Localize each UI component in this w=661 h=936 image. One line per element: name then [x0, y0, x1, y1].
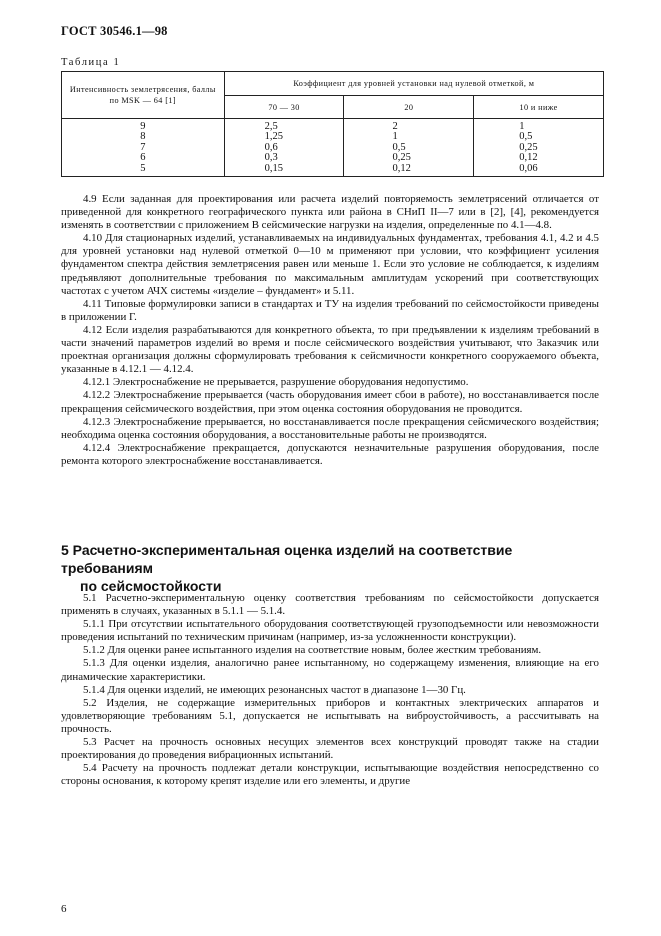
- paragraph-4-12-3: 4.12.3 Электроснабжение прерывается, но восстанавливается после прекращения сейсмического воздействия; необходима оценка состояния оборудования, а восстановительные работы не производятся.: [61, 415, 599, 441]
- paragraph-5-1-2: 5.1.2 Для оценки ранее испытанного изделия на соответствие новым, более жестким требованиям.: [83, 644, 542, 657]
- table-cell: 8: [140, 131, 146, 143]
- table-cell: 7: [140, 141, 146, 153]
- table-cell: 0,25: [519, 141, 538, 153]
- table-cell: 0,5: [392, 141, 406, 153]
- table-subheader-70-30: 70 — 30: [224, 96, 344, 119]
- table-column-70-30: [224, 119, 344, 177]
- paragraph-5-1-1: 5.1.1 При отсутствии испытательного оборудования соответствующей грузоподъемности или невозможности проведения испытаний по техническим причинам (например, из-за усложненности конструкции).: [61, 618, 599, 644]
- table-column-10: [474, 119, 604, 177]
- paragraph-4-12-4: 4.12.4 Электроснабжение прекращается, допускаются незначительные разрушения оборудования, после ремонта которого электроснабжение восстанавливается.: [61, 441, 599, 467]
- seismic-coefficient-table: [61, 71, 604, 177]
- paragraph-4-12-2: 4.12.2 Электроснабжение прерывается (часть оборудования имеет сбои в работе), но восстанавливается после прекращения сейсмического воздействия, при этом оценка состояния оборудования не проводится.: [61, 389, 599, 415]
- table-cell: 0,5: [519, 131, 533, 143]
- table-header-intensity: Интенсивность землетрясения, баллы по MSK — 64 [1]: [62, 72, 225, 119]
- table-cell: 0,25: [392, 152, 411, 164]
- section-heading-line2: по сейсмостойкости: [80, 578, 222, 594]
- table-cell: 0,12: [519, 152, 538, 164]
- table-header-coefficient: Коэффициент для уровней установки над нулевой отметкой, м: [224, 72, 603, 96]
- table-cell: 5: [140, 162, 146, 174]
- table-subheader-10: 10 и ниже: [474, 96, 604, 119]
- paragraph-4-12: 4.12 Если изделия разрабатываются для конкретного объекта, то при предъявлении к изделиям требований в части значений параметров изделий во время и после сейсмического воздействия учитывают, что Заказчик или проектная организация должны сформулировать требования к сейсмичности конкретного сооружаемого объекта, указанные в 4.12.1 — 4.12.4.: [61, 323, 599, 376]
- paragraph-5-1-3: 5.1.3 Для оценки изделия, аналогично ранее испытанному, но содержащему изменения, влияющие на его динамические характеристики.: [61, 657, 599, 683]
- table-column-intensity: [62, 119, 225, 177]
- table-cell: 2,5: [264, 121, 278, 132]
- paragraph-5-2: 5.2 Изделия, не содержащие измерительных приборов и контактных электрических аппаратов и удовлетворяющие требованиям 5.1, допускается не испытывать на виброустойчивость, а рассчитывать на прочность.: [61, 696, 599, 735]
- table-cell: 9: [140, 121, 146, 132]
- paragraph-4-9: 4.9 Если заданная для проектирования или расчета изделий повторяемость землетрясений отличается от приведенной для конкретного географического пункта или района в СНиП II—7 или в [2], [4], рекомендуется изменять в соответствии с приложением В сейсмические нагрузки на изделия, определенные по 4.1—4.8.: [61, 193, 599, 232]
- table-cell: 0,3: [264, 152, 278, 164]
- paragraph-5-1-4: 5.1.4 Для оценки изделий, не имеющих резонансных частот в диапазоне 1—30 Гц.: [83, 683, 466, 696]
- paragraph-5-1: 5.1 Расчетно-экспериментальную оценку соответствия требованиям по сейсмостойкости допускается применять в случаях, указанных в 5.1.1 — 5.1.4.: [61, 592, 599, 618]
- section-5-heading: [61, 541, 601, 595]
- paragraph-4-10: 4.10 Для стационарных изделий, устанавливаемых на индивидуальных фундаментах, требования 4.1, 4.2 и 4.5 для уровней установки над нулевой отметкой 0—10 м применяют при условии, что коэффициент усиления фундаментом спектра действия землетрясения равен или меньше 1. Если это условие не соблюдается, к изделиям предъявляют дополнительные требования по максимальным амплитудам ускорений при соответствующих частотах с учетом АЧХ системы «изделие – фундамент» и 5.11.: [61, 232, 599, 297]
- table-caption: Таблица 1: [61, 57, 121, 68]
- table-column-20: [344, 119, 474, 177]
- body-text-top: [61, 193, 599, 468]
- section-heading-line1: 5 Расчетно-экспериментальная оценка изделий на соответствие требованиям: [61, 542, 513, 576]
- body-text-bottom: [61, 592, 599, 788]
- table-cell: 0,6: [264, 141, 278, 153]
- table-subheader-20: 20: [344, 96, 474, 119]
- paragraph-5-4: 5.4 Расчету на прочность подлежат детали конструкции, испытывающие воздействия непосредственно со стороны основания, к которому крепят изделие или его элементы, и другие: [61, 762, 599, 788]
- paragraph-4-11: 4.11 Типовые формулировки записи в стандартах и ТУ на изделия требований по сейсмостойкости приведены в приложении Г.: [61, 297, 599, 323]
- document-header: ГОСТ 30546.1—98: [61, 24, 168, 38]
- table-cell: 1: [519, 121, 525, 132]
- table-cell: 0,06: [519, 162, 538, 174]
- table-cell: 1: [392, 131, 398, 143]
- table-cell: 1,25: [264, 131, 284, 143]
- table-cell: 2: [392, 121, 398, 132]
- table-cell: 0,12: [392, 162, 411, 174]
- page-number: 6: [61, 903, 67, 915]
- table-cell: 0,15: [264, 162, 284, 174]
- paragraph-4-12-1: 4.12.1 Электроснабжение не прерывается, разрушение оборудования недопустимо.: [83, 376, 469, 389]
- table-cell: 6: [140, 152, 146, 164]
- paragraph-5-3: 5.3 Расчет на прочность основных несущих элементов всех конструкций проводят также на стадии проектирования до проведения вибрационных испытаний.: [61, 736, 599, 762]
